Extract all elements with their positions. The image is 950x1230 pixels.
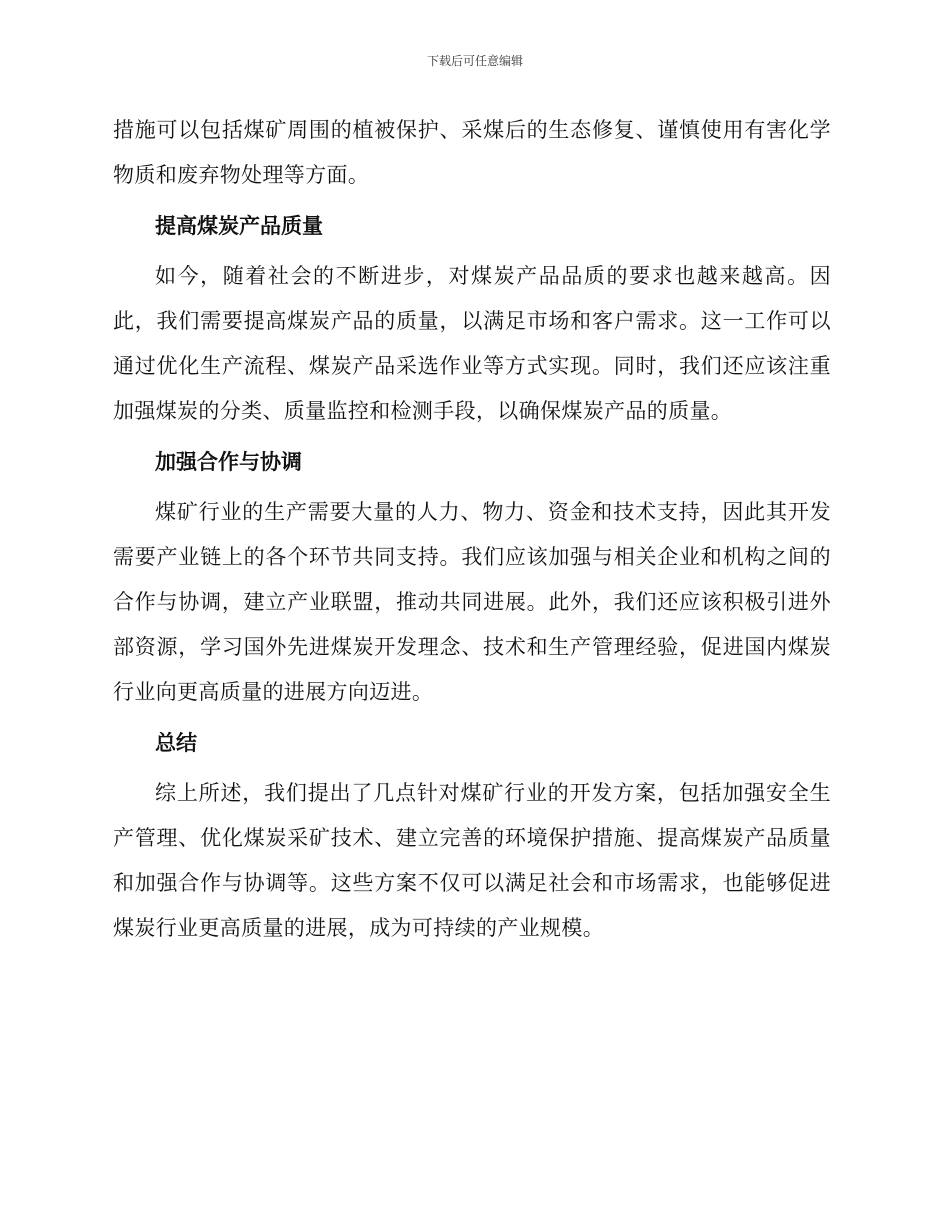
spacer bbox=[113, 715, 831, 719]
summary-paragraph: 综上所述，我们提出了几点针对煤矿行业的开发方案，包括加强安全生产管理、优化煤炭采矿技术、建立完善的环境保护措施、提高煤炭产品质量和加强合作与协调等。这些方案不仅可以满足社会和市场需求，也能够促进煤炭行业更高质量的进展，成为可持续的产业规模。 bbox=[113, 781, 831, 940]
quality-paragraph: 如今，随着社会的不断进步，对煤炭产品品质的要求也越来越高。因此，我们需要提高煤炭产品的质量，以满足市场和客户需求。这一工作可以通过优化生产流程、煤炭产品采选作业等方式实现。同时，我们还应该注重加强煤炭的分类、质量监控和检测手段，以确保煤炭产品的质量。 bbox=[113, 264, 831, 423]
spacer bbox=[113, 434, 831, 438]
page-header: 下载后可任意编辑 bbox=[426, 54, 523, 68]
intro-paragraph: 措施可以包括煤矿周围的植被保护、采煤后的生态修复、谨慎使用有害化学物质和废弃物处理等方面。 bbox=[113, 118, 831, 187]
spacer bbox=[113, 198, 831, 202]
cooperation-paragraph: 煤矿行业的生产需要大量的人力、物力、资金和技术支持，因此其开发需要产业链上的各个环节共同支持。我们应该加强与相关企业和机构之间的合作与协调，建立产业联盟，推动共同进展。此外，我们还应该积极引进外部资源，学习国外先进煤炭开发理念、技术和生产管理经验，促进国内煤炭行业向更高质量的进展方向迈进。 bbox=[113, 500, 831, 704]
document-body bbox=[113, 108, 831, 951]
section-heading-summary: 总结 bbox=[155, 731, 197, 755]
section-heading-cooperation: 加强合作与协调 bbox=[155, 450, 302, 474]
section-heading-quality: 提高煤炭产品质量 bbox=[155, 214, 323, 238]
